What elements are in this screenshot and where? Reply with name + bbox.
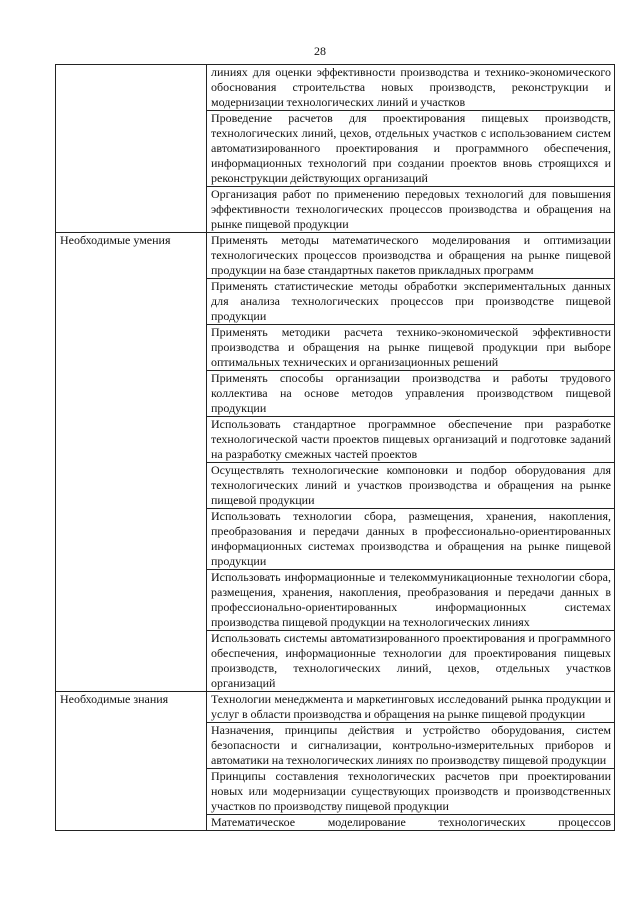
requirement-text: Применять методы математического моделирования и оптимизации технологических процессов производства и обращения на рынке пищевой продукции на базе стандартных пакетов прикладных программ xyxy=(207,233,615,279)
requirement-text: Осуществлять технологические компоновки и подбор оборудования для технологических линий и участков производства и обращения на рынке пищевой продукции xyxy=(207,463,615,509)
section-label: Необходимые умения xyxy=(56,233,207,692)
requirement-text: Использовать системы автоматизированного проектирования и программного обеспечения, информационные технологии для проектирования пищевых производств, технологических линий, цехов, отдельных участков организаций xyxy=(207,631,615,692)
requirement-text: Технологии менеджмента и маркетинговых исследований рынка продукции и услуг в области производства и обращения на рынке пищевой продукции xyxy=(207,692,615,723)
section-label: Необходимые знания xyxy=(56,692,207,831)
requirement-text: Использовать стандартное программное обеспечение при разработке технологической части проектов пищевых организаций и подготовке заданий на разработку смежных частей проектов xyxy=(207,417,615,463)
functions-table xyxy=(55,64,615,831)
table-row xyxy=(56,692,615,723)
requirement-text: Организация работ по применению передовых технологий для повышения эффективности технологических процессов производства и обращения на рынке пищевой продукции xyxy=(207,187,615,233)
requirement-text: Использовать информационные и телекоммуникационные технологии сбора, размещения, хранения, накопления, преобразования и передачи данных в профессионально-ориентированных информационных системах производства пищевой продукции на технологических линиях xyxy=(207,570,615,631)
requirement-text: Математическое моделирование технологических процессов xyxy=(207,815,615,831)
requirement-text: Принципы составления технологических расчетов при проектировании новых или модернизации существующих производств и производственных участков по производству пищевой продукции xyxy=(207,769,615,815)
section-label-continued xyxy=(56,65,207,233)
page-number: 28 xyxy=(314,44,326,58)
requirement-text: Применять методики расчета технико-экономической эффективности производства и обращения на рынке пищевой продукции при выборе оптимальных технических и организационных решений xyxy=(207,325,615,371)
requirement-text: Применять статистические методы обработки экспериментальных данных для анализа технологических процессов при производстве пищевой продукции xyxy=(207,279,615,325)
requirement-text: Назначения, принципы действия и устройство оборудования, систем безопасности и сигнализации, контрольно-измерительных приборов и автоматики на технологических линиях по производству пищевой продукции xyxy=(207,723,615,769)
table-body xyxy=(56,65,615,831)
table-row xyxy=(56,233,615,279)
requirement-text: Проведение расчетов для проектирования пищевых производств, технологических линий, цехов, отдельных участков с использованием систем автоматизированного проектирования и программного обеспечения, информационных технологий при создании проектов вновь строящихся и реконструкции действующих организаций xyxy=(207,111,615,187)
requirement-text: линиях для оценки эффективности производства и технико-экономического обоснования строительства новых производств, реконструкции и модернизации технологических линий и участков xyxy=(207,65,615,111)
requirement-text: Использовать технологии сбора, размещения, хранения, накопления, преобразования и передачи данных в профессионально-ориентированных информационных системах производства и обращения на рынке пищевой продукции xyxy=(207,509,615,570)
requirement-text: Применять способы организации производства и работы трудового коллектива на основе методов управления производством пищевой продукции xyxy=(207,371,615,417)
table-row xyxy=(56,65,615,111)
